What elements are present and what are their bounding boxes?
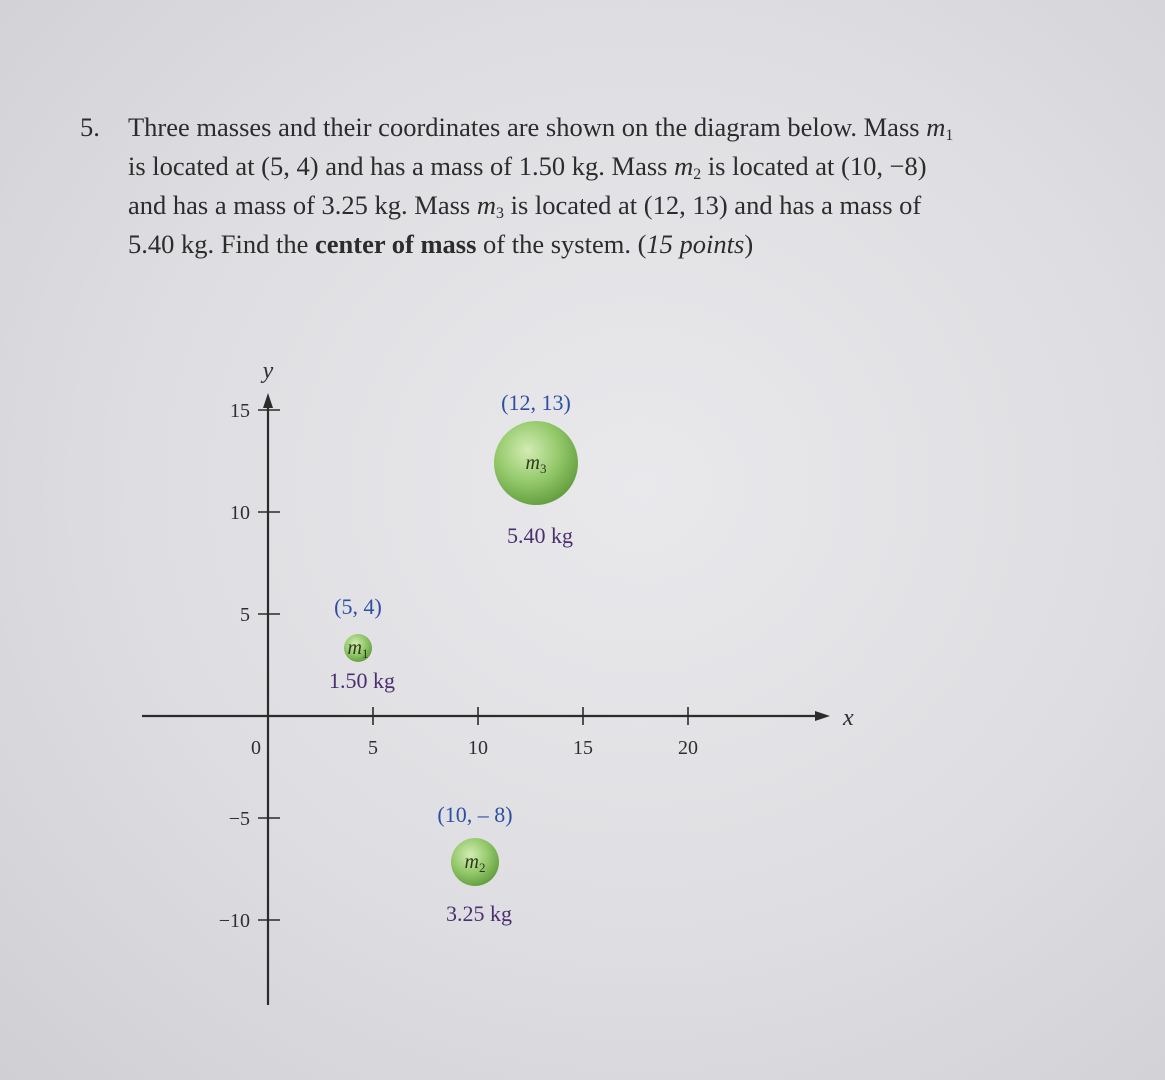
mass-subscript: 1 [361,646,369,661]
mass-markers [329,390,578,926]
mass-subscript: 3 [539,461,547,476]
origin-label: 0 [251,737,261,759]
y-axis-arrow [263,393,273,408]
y-axis-label: y [262,358,274,384]
x-tick-label: 15 [573,737,593,759]
mass-subscript: 2 [478,860,486,875]
x-axis-arrow [815,711,830,721]
coordinate-label: (5, 4) [334,594,382,619]
problem-line-2: is located at (5, 4) and has a mass of 1.50 kg. Mass $m_2$ is located at (10, −8) [128,151,927,183]
mass-value-label: 5.40 kg [507,523,573,548]
y-tick-label: 10 [230,502,250,524]
mass-name: $m_1$ [347,637,369,661]
x-tick-label: 10 [468,737,488,759]
x-tick-label: 20 [678,737,698,759]
problem-line-4: 5.40 kg. Find the center of mass of the system. (15 points) [128,229,754,259]
x-axis-label: x [843,705,854,731]
problem-number: 5. [80,112,100,142]
mass-marker-m3 [494,390,578,548]
y-tick-label: 5 [240,604,250,626]
y-tick-label: 15 [230,400,250,422]
y-tick-label: −5 [228,808,250,830]
x-tick-label: 5 [368,737,378,759]
mass-marker-m2 [437,802,512,926]
coordinate-label: (12, 13) [501,390,571,415]
coordinate-label: (10, – 8) [437,802,513,827]
mass-name: $m_3$ [525,452,547,476]
problem-line-1: Three masses and their coordinates are shown on the diagram below. Mass $m_1$ [128,112,954,144]
mass-marker-m1 [329,594,395,693]
mass-value-label: 3.25 kg [446,901,512,926]
mass-value-label: 1.50 kg [329,668,395,693]
y-tick-label: −10 [218,910,250,932]
mass-name: $m_2$ [464,851,486,875]
problem-line-3: and has a mass of 3.25 kg. Mass $m_3$ is located at (12, 13) and has a mass of [128,190,922,222]
